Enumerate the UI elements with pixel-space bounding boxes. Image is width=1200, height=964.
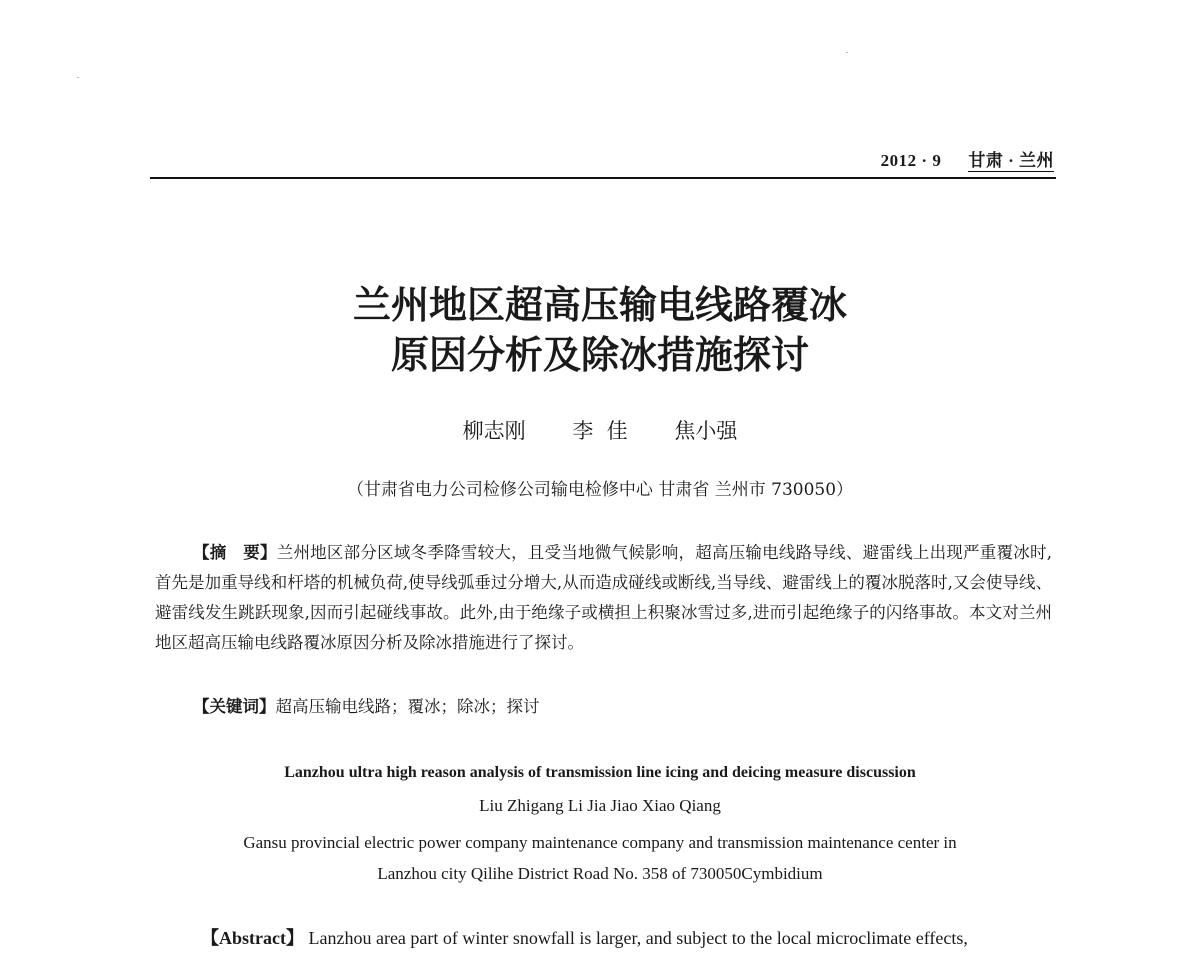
header-rule [150, 177, 1056, 179]
author-list [0, 415, 1200, 445]
english-abstract [155, 924, 1052, 952]
english-abstract-label: 【Abstract】 [201, 928, 304, 948]
title-line-2: 原因分析及除冰措施探讨 [390, 332, 809, 377]
english-affiliation-line-1: Gansu provincial electric power company maintenance company and transmission maintenance center in [243, 833, 957, 852]
issue-number: 2012 · 9 [880, 151, 942, 170]
english-affiliation-line-2: Lanzhou city Qilihe District Road No. 358 of 730050Cymbidium [377, 864, 823, 883]
paper-title [0, 280, 1200, 380]
running-header [881, 146, 1054, 171]
keywords-label: 【关键词】 [193, 697, 276, 716]
english-title: Lanzhou ultra high reason analysis of transmission line icing and deicing measure discussion [284, 764, 916, 781]
english-affiliation [0, 827, 1200, 889]
header-location: 甘肃 · 兰州 [968, 151, 1054, 170]
abstract-text: 兰州地区部分区域冬季降雪较大，且受当地微气候影响，超高压输电线路导线、避雷线上出现严重覆冰时,首先是加重导线和杆塔的机械负荷,使导线弧垂过分增大,从而造成碰线或断线,当导线、避雷线上的覆冰脱落时,又会使导线、避雷线发生跳跃现象,因而引起碰线事故。此外,由于绝缘子或横担上积聚冰雪过多,进而引起绝缘子的闪络事故。本文对兰州地区超高压输电线路覆冰原因分析及除冰措施进行了探讨。 [155, 543, 1052, 652]
english-abstract-text: Lanzhou area part of winter snowfall is larger, and subject to the local microclimate effects, [308, 928, 968, 948]
scan-speck [77, 77, 79, 78]
chinese-keywords [193, 693, 540, 717]
chinese-abstract [155, 538, 1052, 658]
affiliation: （甘肃省电力公司检修公司输电检修中心 甘肃省 兰州市 730050） [346, 480, 854, 500]
english-authors: Liu Zhigang Li Jia Jiao Xiao Qiang [479, 796, 721, 815]
author-name: 柳志刚 [462, 419, 526, 443]
scan-speck [846, 52, 848, 53]
title-line-1: 兰州地区超高压输电线路覆冰 [352, 282, 847, 327]
keywords-text: 超高压输电线路；覆冰；除冰；探讨 [275, 697, 540, 716]
author-name: 李 佳 [572, 419, 628, 443]
author-name: 焦小强 [674, 419, 738, 443]
abstract-label: 【摘 要】 [193, 543, 277, 562]
